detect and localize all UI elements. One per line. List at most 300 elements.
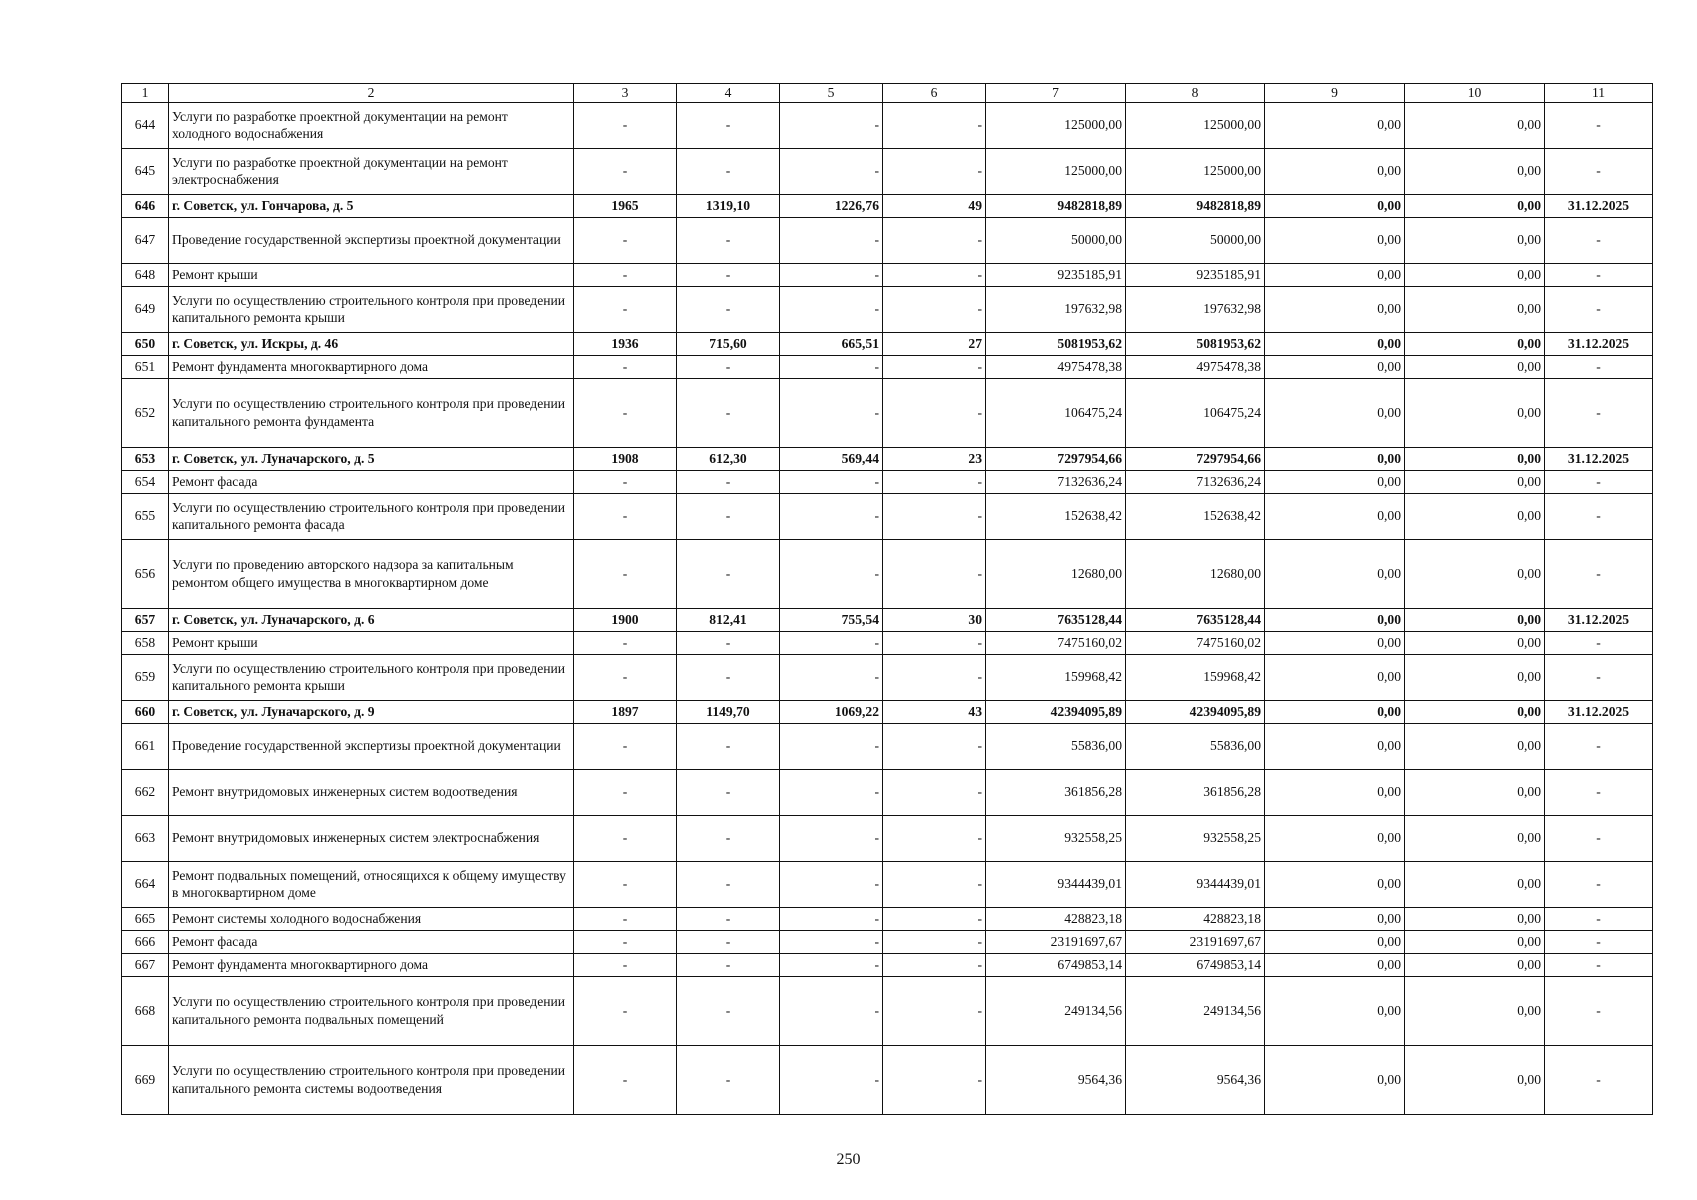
col-11: -	[1545, 723, 1653, 769]
col-5: -	[780, 493, 883, 539]
row-number: 664	[122, 861, 169, 907]
table-row	[122, 263, 1653, 286]
col-10: 0,00	[1405, 355, 1545, 378]
col-10: 0,00	[1405, 194, 1545, 217]
col-9: 0,00	[1265, 378, 1405, 447]
col-4: -	[677, 263, 780, 286]
repair-program-table	[121, 83, 1653, 1115]
col-3: -	[574, 769, 677, 815]
col-6: -	[883, 930, 986, 953]
col-4: 812,41	[677, 608, 780, 631]
col-7: 932558,25	[986, 815, 1126, 861]
table-row	[122, 148, 1653, 194]
col-8: 9482818,89	[1126, 194, 1265, 217]
col-7: 125000,00	[986, 102, 1126, 148]
col-3: 1900	[574, 608, 677, 631]
col-4: -	[677, 953, 780, 976]
col-3: -	[574, 470, 677, 493]
table-row	[122, 493, 1653, 539]
col-9: 0,00	[1265, 608, 1405, 631]
col-7: 5081953,62	[986, 332, 1126, 355]
col-10: 0,00	[1405, 217, 1545, 263]
col-10: 0,00	[1405, 907, 1545, 930]
col-6: -	[883, 493, 986, 539]
header-col-6: 6	[883, 84, 986, 103]
col-8: 7635128,44	[1126, 608, 1265, 631]
col-5: 1069,22	[780, 700, 883, 723]
col-11: -	[1545, 769, 1653, 815]
col-5: -	[780, 148, 883, 194]
col-8: 428823,18	[1126, 907, 1265, 930]
row-number: 656	[122, 539, 169, 608]
col-6: -	[883, 470, 986, 493]
col-3: 1908	[574, 447, 677, 470]
header-col-7: 7	[986, 84, 1126, 103]
col-5: -	[780, 1045, 883, 1114]
col-11: 31.12.2025	[1545, 700, 1653, 723]
col-7: 50000,00	[986, 217, 1126, 263]
work-description: Услуги по осуществлению строительного контроля при проведении капитального ремонта фундамента	[169, 378, 574, 447]
col-11: -	[1545, 286, 1653, 332]
col-7: 9564,36	[986, 1045, 1126, 1114]
col-6: 23	[883, 447, 986, 470]
col-8: 7475160,02	[1126, 631, 1265, 654]
table-row	[122, 953, 1653, 976]
col-10: 0,00	[1405, 769, 1545, 815]
col-3: -	[574, 493, 677, 539]
table-row	[122, 102, 1653, 148]
col-3: -	[574, 217, 677, 263]
col-6: -	[883, 907, 986, 930]
col-11: -	[1545, 263, 1653, 286]
row-number: 646	[122, 194, 169, 217]
col-7: 9482818,89	[986, 194, 1126, 217]
col-10: 0,00	[1405, 976, 1545, 1045]
work-description: Ремонт фасада	[169, 470, 574, 493]
row-number: 657	[122, 608, 169, 631]
col-9: 0,00	[1265, 1045, 1405, 1114]
col-9: 0,00	[1265, 332, 1405, 355]
col-11: -	[1545, 953, 1653, 976]
header-col-1: 1	[122, 84, 169, 103]
col-3: -	[574, 355, 677, 378]
col-11: -	[1545, 493, 1653, 539]
col-10: 0,00	[1405, 861, 1545, 907]
row-number: 655	[122, 493, 169, 539]
col-10: 0,00	[1405, 286, 1545, 332]
col-8: 7132636,24	[1126, 470, 1265, 493]
col-9: 0,00	[1265, 700, 1405, 723]
col-6: -	[883, 723, 986, 769]
col-9: 0,00	[1265, 470, 1405, 493]
col-8: 159968,42	[1126, 654, 1265, 700]
table-header	[122, 84, 1653, 103]
row-number: 665	[122, 907, 169, 930]
header-row	[122, 84, 1653, 103]
col-9: 0,00	[1265, 953, 1405, 976]
col-4: 715,60	[677, 332, 780, 355]
address-row	[122, 608, 1653, 631]
col-3: -	[574, 930, 677, 953]
col-3: -	[574, 953, 677, 976]
col-4: -	[677, 930, 780, 953]
header-col-4: 4	[677, 84, 780, 103]
col-11: -	[1545, 470, 1653, 493]
col-8: 9344439,01	[1126, 861, 1265, 907]
col-9: 0,00	[1265, 447, 1405, 470]
header-col-10: 10	[1405, 84, 1545, 103]
col-5: -	[780, 861, 883, 907]
table-row	[122, 286, 1653, 332]
row-number: 668	[122, 976, 169, 1045]
col-3: -	[574, 1045, 677, 1114]
work-description: Услуги по осуществлению строительного контроля при проведении капитального ремонта системы водоотведения	[169, 1045, 574, 1114]
row-number: 660	[122, 700, 169, 723]
col-5: -	[780, 355, 883, 378]
col-7: 12680,00	[986, 539, 1126, 608]
row-number: 647	[122, 217, 169, 263]
col-11: -	[1545, 815, 1653, 861]
col-4: -	[677, 102, 780, 148]
col-10: 0,00	[1405, 930, 1545, 953]
col-4: -	[677, 723, 780, 769]
col-4: -	[677, 769, 780, 815]
col-8: 106475,24	[1126, 378, 1265, 447]
col-9: 0,00	[1265, 286, 1405, 332]
table-row	[122, 723, 1653, 769]
col-5: -	[780, 723, 883, 769]
col-4: -	[677, 815, 780, 861]
col-3: -	[574, 861, 677, 907]
col-6: -	[883, 286, 986, 332]
header-col-11: 11	[1545, 84, 1653, 103]
col-6: -	[883, 539, 986, 608]
col-4: -	[677, 907, 780, 930]
col-10: 0,00	[1405, 654, 1545, 700]
col-11: 31.12.2025	[1545, 608, 1653, 631]
col-9: 0,00	[1265, 930, 1405, 953]
row-number: 661	[122, 723, 169, 769]
col-10: 0,00	[1405, 378, 1545, 447]
col-6: -	[883, 953, 986, 976]
row-number: 648	[122, 263, 169, 286]
col-9: 0,00	[1265, 493, 1405, 539]
col-3: 1965	[574, 194, 677, 217]
table-row	[122, 355, 1653, 378]
col-4: -	[677, 1045, 780, 1114]
col-5: -	[780, 102, 883, 148]
work-description: Услуги по осуществлению строительного контроля при проведении капитального ремонта фасада	[169, 493, 574, 539]
col-3: -	[574, 539, 677, 608]
col-6: 27	[883, 332, 986, 355]
work-description: Ремонт внутридомовых инженерных систем водоотведения	[169, 769, 574, 815]
col-8: 9235185,91	[1126, 263, 1265, 286]
col-3: 1936	[574, 332, 677, 355]
col-11: -	[1545, 378, 1653, 447]
col-11: 31.12.2025	[1545, 194, 1653, 217]
table-body	[122, 102, 1653, 1114]
col-7: 7132636,24	[986, 470, 1126, 493]
col-5: -	[780, 539, 883, 608]
col-9: 0,00	[1265, 539, 1405, 608]
col-11: -	[1545, 217, 1653, 263]
col-11: -	[1545, 148, 1653, 194]
address-row	[122, 447, 1653, 470]
col-6: 49	[883, 194, 986, 217]
address-row	[122, 700, 1653, 723]
col-3: -	[574, 907, 677, 930]
col-7: 7635128,44	[986, 608, 1126, 631]
col-8: 932558,25	[1126, 815, 1265, 861]
address-row	[122, 332, 1653, 355]
col-9: 0,00	[1265, 815, 1405, 861]
header-col-3: 3	[574, 84, 677, 103]
work-description: Услуги по осуществлению строительного контроля при проведении капитального ремонта подвальных помещений	[169, 976, 574, 1045]
col-3: -	[574, 378, 677, 447]
work-description: Ремонт фундамента многоквартирного дома	[169, 953, 574, 976]
col-11: -	[1545, 976, 1653, 1045]
col-7: 361856,28	[986, 769, 1126, 815]
col-7: 23191697,67	[986, 930, 1126, 953]
col-7: 6749853,14	[986, 953, 1126, 976]
col-3: -	[574, 102, 677, 148]
col-8: 5081953,62	[1126, 332, 1265, 355]
col-5: -	[780, 907, 883, 930]
col-10: 0,00	[1405, 447, 1545, 470]
col-7: 9235185,91	[986, 263, 1126, 286]
col-8: 197632,98	[1126, 286, 1265, 332]
col-11: -	[1545, 1045, 1653, 1114]
col-9: 0,00	[1265, 355, 1405, 378]
table-row	[122, 539, 1653, 608]
col-6: -	[883, 861, 986, 907]
work-description: Ремонт крыши	[169, 263, 574, 286]
col-3: 1897	[574, 700, 677, 723]
col-3: -	[574, 723, 677, 769]
work-description: Проведение государственной экспертизы проектной документации	[169, 723, 574, 769]
col-7: 152638,42	[986, 493, 1126, 539]
table-row	[122, 907, 1653, 930]
col-10: 0,00	[1405, 102, 1545, 148]
row-number: 651	[122, 355, 169, 378]
col-5: -	[780, 631, 883, 654]
work-description: г. Советск, ул. Луначарского, д. 9	[169, 700, 574, 723]
col-5: -	[780, 976, 883, 1045]
table-row	[122, 976, 1653, 1045]
col-8: 125000,00	[1126, 148, 1265, 194]
table-row	[122, 861, 1653, 907]
col-10: 0,00	[1405, 1045, 1545, 1114]
col-6: -	[883, 378, 986, 447]
col-7: 4975478,38	[986, 355, 1126, 378]
row-number: 659	[122, 654, 169, 700]
col-3: -	[574, 286, 677, 332]
col-7: 249134,56	[986, 976, 1126, 1045]
col-6: 30	[883, 608, 986, 631]
col-8: 42394095,89	[1126, 700, 1265, 723]
work-description: г. Советск, ул. Гончарова, д. 5	[169, 194, 574, 217]
col-11: -	[1545, 355, 1653, 378]
col-5: -	[780, 654, 883, 700]
col-8: 152638,42	[1126, 493, 1265, 539]
col-6: -	[883, 631, 986, 654]
col-10: 0,00	[1405, 631, 1545, 654]
col-5: -	[780, 769, 883, 815]
table-row	[122, 378, 1653, 447]
header-col-2: 2	[169, 84, 574, 103]
col-5: -	[780, 217, 883, 263]
col-6: -	[883, 102, 986, 148]
col-6: -	[883, 355, 986, 378]
address-row	[122, 194, 1653, 217]
row-number: 662	[122, 769, 169, 815]
col-9: 0,00	[1265, 263, 1405, 286]
col-8: 12680,00	[1126, 539, 1265, 608]
table-row	[122, 769, 1653, 815]
col-5: 755,54	[780, 608, 883, 631]
row-number: 644	[122, 102, 169, 148]
col-10: 0,00	[1405, 470, 1545, 493]
col-9: 0,00	[1265, 102, 1405, 148]
col-4: -	[677, 355, 780, 378]
col-5: 1226,76	[780, 194, 883, 217]
col-6: -	[883, 148, 986, 194]
col-9: 0,00	[1265, 148, 1405, 194]
col-10: 0,00	[1405, 723, 1545, 769]
col-10: 0,00	[1405, 148, 1545, 194]
work-description: Ремонт фасада	[169, 930, 574, 953]
col-3: -	[574, 654, 677, 700]
header-col-8: 8	[1126, 84, 1265, 103]
col-7: 7297954,66	[986, 447, 1126, 470]
col-5: -	[780, 286, 883, 332]
col-9: 0,00	[1265, 907, 1405, 930]
col-7: 9344439,01	[986, 861, 1126, 907]
col-6: -	[883, 654, 986, 700]
col-11: 31.12.2025	[1545, 332, 1653, 355]
col-7: 428823,18	[986, 907, 1126, 930]
col-4: 1319,10	[677, 194, 780, 217]
row-number: 652	[122, 378, 169, 447]
table-row	[122, 217, 1653, 263]
col-9: 0,00	[1265, 861, 1405, 907]
col-11: -	[1545, 539, 1653, 608]
work-description: г. Советск, ул. Искры, д. 46	[169, 332, 574, 355]
col-3: -	[574, 631, 677, 654]
col-3: -	[574, 815, 677, 861]
col-10: 0,00	[1405, 953, 1545, 976]
row-number: 663	[122, 815, 169, 861]
col-9: 0,00	[1265, 654, 1405, 700]
col-10: 0,00	[1405, 493, 1545, 539]
document-sheet	[121, 83, 1652, 1115]
col-8: 9564,36	[1126, 1045, 1265, 1114]
col-5: 569,44	[780, 447, 883, 470]
col-9: 0,00	[1265, 217, 1405, 263]
col-4: -	[677, 539, 780, 608]
col-5: -	[780, 263, 883, 286]
work-description: г. Советск, ул. Луначарского, д. 5	[169, 447, 574, 470]
col-6: -	[883, 769, 986, 815]
col-4: -	[677, 470, 780, 493]
col-5: -	[780, 953, 883, 976]
work-description: Услуги по осуществлению строительного контроля при проведении капитального ремонта крыши	[169, 654, 574, 700]
col-10: 0,00	[1405, 608, 1545, 631]
row-number: 645	[122, 148, 169, 194]
col-11: -	[1545, 631, 1653, 654]
col-9: 0,00	[1265, 976, 1405, 1045]
row-number: 654	[122, 470, 169, 493]
col-5: -	[780, 378, 883, 447]
col-6: -	[883, 217, 986, 263]
col-8: 55836,00	[1126, 723, 1265, 769]
col-4: 1149,70	[677, 700, 780, 723]
table-row	[122, 631, 1653, 654]
work-description: Услуги по проведению авторского надзора за капитальным ремонтом общего имущества в многоквартирном доме	[169, 539, 574, 608]
col-4: -	[677, 631, 780, 654]
work-description: Ремонт подвальных помещений, относящихся к общему имуществу в многоквартирном доме	[169, 861, 574, 907]
col-10: 0,00	[1405, 263, 1545, 286]
col-4: -	[677, 217, 780, 263]
col-11: 31.12.2025	[1545, 447, 1653, 470]
col-4: -	[677, 654, 780, 700]
col-11: -	[1545, 654, 1653, 700]
col-8: 6749853,14	[1126, 953, 1265, 976]
work-description: Услуги по разработке проектной документации на ремонт электроснабжения	[169, 148, 574, 194]
work-description: Ремонт фундамента многоквартирного дома	[169, 355, 574, 378]
col-8: 361856,28	[1126, 769, 1265, 815]
col-4: -	[677, 378, 780, 447]
row-number: 650	[122, 332, 169, 355]
row-number: 653	[122, 447, 169, 470]
table-row	[122, 470, 1653, 493]
work-description: г. Советск, ул. Луначарского, д. 6	[169, 608, 574, 631]
table-row	[122, 654, 1653, 700]
col-10: 0,00	[1405, 539, 1545, 608]
col-3: -	[574, 263, 677, 286]
col-10: 0,00	[1405, 332, 1545, 355]
header-col-5: 5	[780, 84, 883, 103]
col-4: -	[677, 148, 780, 194]
col-9: 0,00	[1265, 769, 1405, 815]
col-6: -	[883, 976, 986, 1045]
row-number: 649	[122, 286, 169, 332]
col-11: -	[1545, 907, 1653, 930]
col-7: 125000,00	[986, 148, 1126, 194]
work-description: Услуги по осуществлению строительного контроля при проведении капитального ремонта крыши	[169, 286, 574, 332]
table-row	[122, 815, 1653, 861]
work-description: Услуги по разработке проектной документации на ремонт холодного водоснабжения	[169, 102, 574, 148]
col-10: 0,00	[1405, 700, 1545, 723]
col-8: 7297954,66	[1126, 447, 1265, 470]
header-col-9: 9	[1265, 84, 1405, 103]
col-7: 106475,24	[986, 378, 1126, 447]
col-8: 50000,00	[1126, 217, 1265, 263]
col-9: 0,00	[1265, 194, 1405, 217]
col-8: 125000,00	[1126, 102, 1265, 148]
col-5: 665,51	[780, 332, 883, 355]
col-4: -	[677, 861, 780, 907]
work-description: Проведение государственной экспертизы проектной документации	[169, 217, 574, 263]
work-description: Ремонт системы холодного водоснабжения	[169, 907, 574, 930]
col-9: 0,00	[1265, 631, 1405, 654]
col-11: -	[1545, 930, 1653, 953]
col-5: -	[780, 470, 883, 493]
col-5: -	[780, 815, 883, 861]
col-5: -	[780, 930, 883, 953]
col-3: -	[574, 148, 677, 194]
table-row	[122, 930, 1653, 953]
